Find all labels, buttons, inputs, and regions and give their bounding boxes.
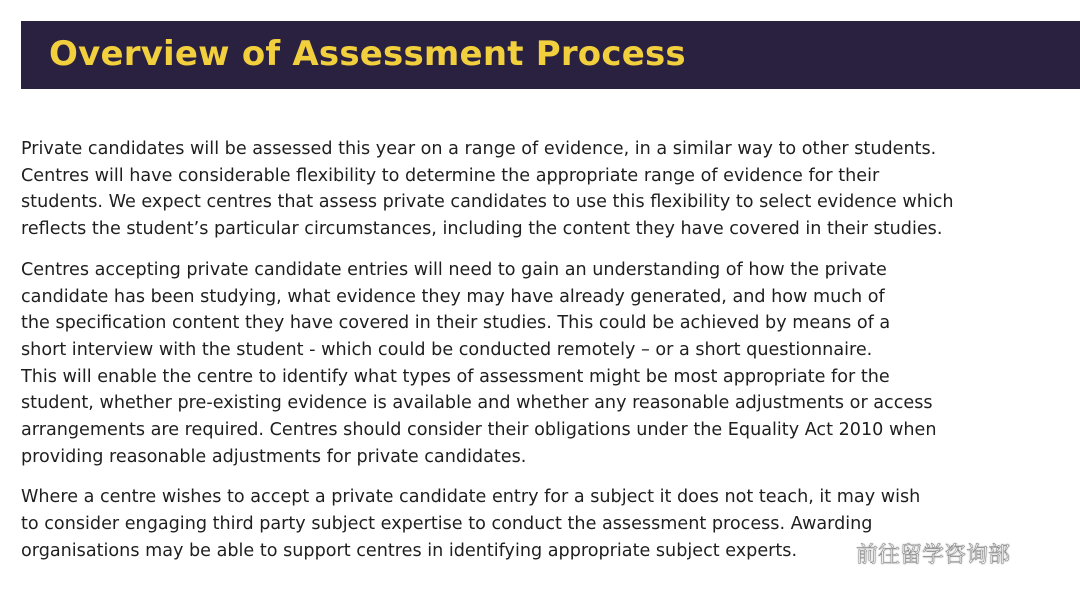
wechat-icon — [806, 539, 848, 573]
paragraph-line: the specification content they have covered in their studies. This could be achieved by means of a — [21, 313, 891, 334]
paragraph-line: Where a centre wishes to accept a private candidate entry for a subject it does not teach, it may wish — [21, 487, 921, 508]
watermark-text: 前往留学咨询部 — [856, 543, 1011, 568]
title-bar — [21, 21, 1080, 89]
paragraph-line: This will enable the centre to identify what types of assessment might be most appropriate for the — [21, 366, 890, 387]
paragraph-2 — [21, 257, 1071, 471]
watermark — [806, 539, 1010, 573]
paragraph-line: Centres accepting private candidate entries will need to gain an understanding of how the private — [21, 259, 887, 280]
paragraph-line: arrangements are required. Centres should consider their obligations under the Equality Act 2010 when — [21, 420, 937, 441]
paragraph-line: providing reasonable adjustments for private candidates. — [21, 446, 527, 467]
document-body — [21, 136, 1071, 579]
paragraph-line: Private candidates will be assessed this year on a range of evidence, in a similar way to other students. — [21, 139, 937, 159]
paragraph-line: short interview with the student - which could be conducted remotely – or a short questionnaire. — [21, 339, 873, 360]
paragraph-line: student, whether pre-existing evidence is available and whether any reasonable adjustments or access — [21, 393, 933, 414]
paragraph-line: candidate has been studying, what evidence they may have already generated, and how much of — [21, 286, 885, 307]
paragraph-line: organisations may be able to support centres in identifying appropriate subject experts. — [21, 540, 798, 561]
paragraph-line: students. We expect centres that assess private candidates to use this flexibility to select evidence which — [21, 192, 954, 213]
page-title: Overview of Assessment Process — [49, 34, 686, 74]
paragraph-line: Centres will have considerable flexibility to determine the appropriate range of evidence for their — [21, 165, 880, 186]
paragraph-line: to consider engaging third party subject expertise to conduct the assessment process. Awarding — [21, 514, 873, 535]
paragraph-line: reflects the student’s particular circumstances, including the content they have covered in their studies. — [21, 219, 943, 240]
paragraph-1 — [21, 136, 1071, 243]
